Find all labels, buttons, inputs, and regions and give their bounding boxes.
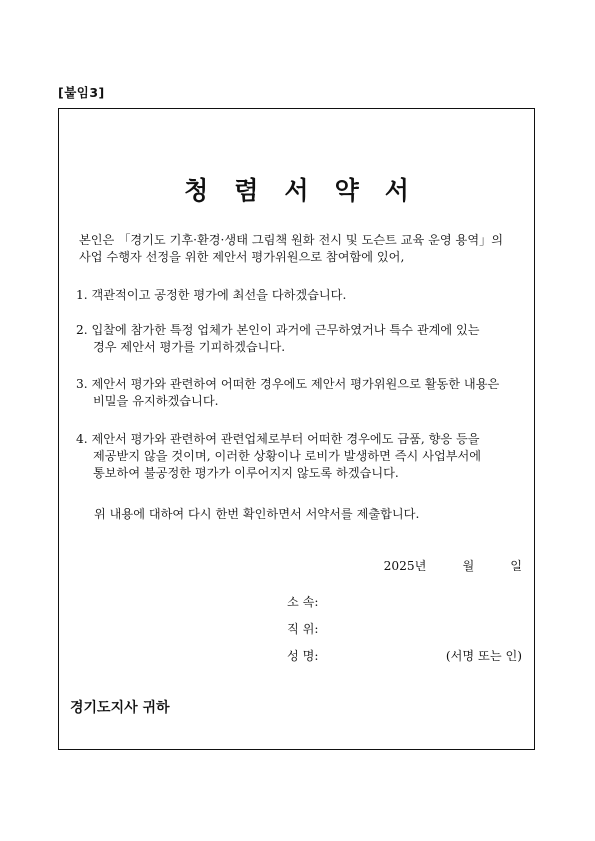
name-label: 성 명: bbox=[287, 649, 319, 663]
pledge-line: 제공받지 않을 것이며, 이러한 상황이나 로비가 발생하면 즉시 사업부서에 bbox=[93, 449, 482, 463]
closing-statement: 위 내용에 대하여 다시 한번 확인하면서 서약서를 제출합니다. bbox=[94, 507, 420, 521]
document-title bbox=[59, 171, 534, 207]
date-line bbox=[384, 558, 522, 575]
position-label: 직 위: bbox=[287, 622, 319, 636]
position-field[interactable] bbox=[287, 621, 337, 638]
title-char: 렴 bbox=[234, 176, 259, 205]
name-field[interactable] bbox=[287, 648, 337, 665]
affiliation-label: 소 속: bbox=[287, 595, 319, 609]
pledge-line: 3. 제안서 평가와 관련하여 어떠한 경우에도 제안서 평가위원으로 활동한 내용은 bbox=[76, 377, 500, 391]
pledge-item-2 bbox=[76, 322, 480, 356]
date-day: 일 bbox=[510, 559, 522, 573]
pledge-line: 경우 제안서 평가를 기피하겠습니다. bbox=[93, 340, 286, 354]
pledge-form bbox=[58, 108, 535, 750]
pledge-line: 4. 제안서 평가와 관련하여 관련업체로부터 어떠한 경우에도 금품, 향응 등을 bbox=[76, 432, 480, 446]
pledge-item-4 bbox=[76, 431, 481, 482]
pledge-line: 1. 객관적이고 공정한 평가에 최선을 다하겠습니다. bbox=[76, 288, 347, 302]
intro-paragraph bbox=[79, 232, 503, 266]
pledge-item-1 bbox=[76, 287, 346, 304]
date-year: 2025년 bbox=[383, 559, 427, 573]
intro-line: 사업 수행자 선정을 위한 제안서 평가위원으로 참여함에 있어, bbox=[79, 250, 405, 264]
pledge-line: 통보하여 불공정한 평가가 이루어지지 않도록 하겠습니다. bbox=[93, 466, 399, 480]
intro-line: 본인은 「경기도 기후·환경·생태 그림책 원화 전시 및 도슨트 교육 운영 용역」의 bbox=[79, 233, 504, 247]
addressee: 경기도지사 귀하 bbox=[70, 700, 170, 716]
affiliation-field[interactable] bbox=[287, 594, 337, 611]
pledge-item-3 bbox=[76, 376, 499, 410]
date-month: 월 bbox=[462, 559, 475, 573]
title-char: 서 bbox=[384, 176, 409, 205]
title-char: 청 bbox=[184, 176, 209, 205]
title-char: 약 bbox=[334, 176, 359, 205]
pledge-line: 2. 입찰에 참가한 특정 업체가 본인이 과거에 근무하였거나 특수 관계에 있는 bbox=[76, 323, 480, 337]
signature-seal-note: (서명 또는 인) bbox=[445, 649, 522, 663]
attachment-label: [붙임3] bbox=[58, 85, 105, 100]
pledge-line: 비밀을 유지하겠습니다. bbox=[93, 394, 219, 408]
title-char: 서 bbox=[284, 176, 309, 205]
